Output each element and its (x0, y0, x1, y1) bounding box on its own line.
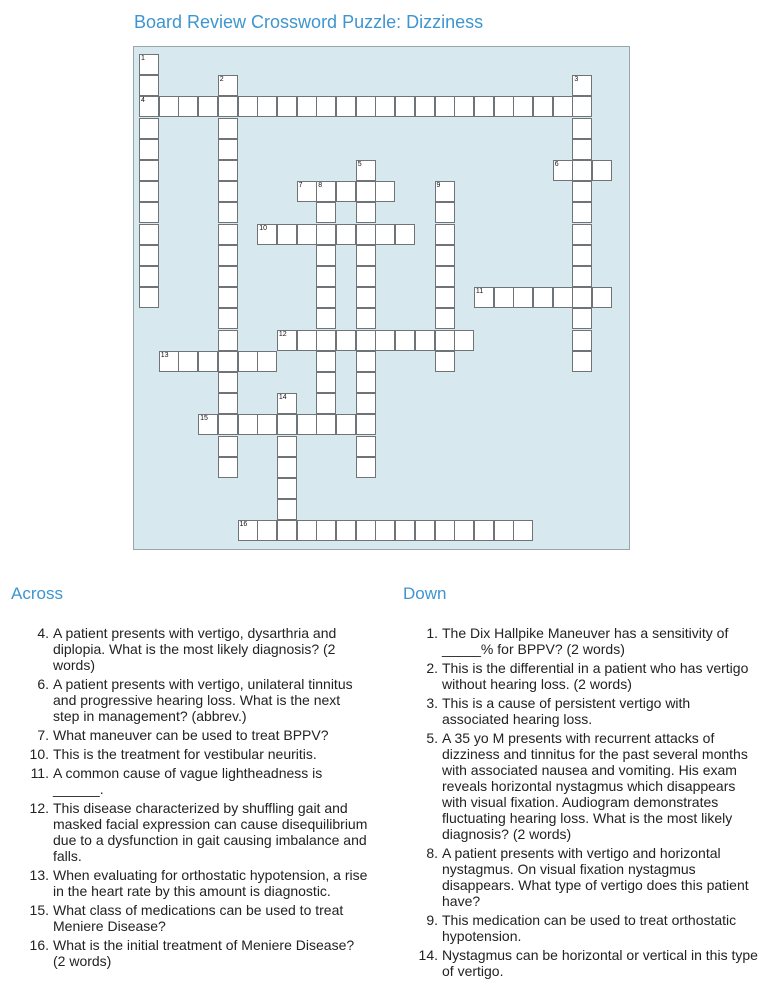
crossword-cell[interactable] (435, 351, 455, 372)
crossword-cell[interactable] (474, 520, 494, 541)
crossword-cell[interactable] (572, 266, 592, 287)
crossword-cell[interactable] (238, 351, 258, 372)
crossword-cell[interactable] (316, 414, 336, 435)
crossword-cell[interactable] (257, 96, 277, 117)
crossword-cell[interactable] (375, 96, 395, 117)
crossword-cell[interactable] (218, 139, 238, 160)
clue-number: 4. (37, 625, 49, 641)
crossword-cell[interactable] (277, 330, 297, 351)
crossword-cell[interactable] (316, 351, 336, 372)
crossword-cell[interactable] (218, 118, 238, 139)
crossword-cell[interactable] (218, 372, 238, 393)
crossword-cell[interactable] (297, 414, 317, 435)
clue-number: 5 (357, 161, 362, 168)
crossword-cell[interactable] (316, 393, 336, 414)
crossword-cell[interactable] (533, 287, 553, 308)
down-clue (414, 625, 760, 657)
across-clue (25, 902, 370, 934)
crossword-cell[interactable] (316, 96, 336, 117)
clue-number: 8 (318, 182, 323, 190)
crossword-cell[interactable] (356, 372, 376, 393)
crossword-grid (133, 46, 630, 550)
crossword-cell[interactable] (553, 96, 573, 117)
down-heading: Down (403, 584, 447, 603)
clue-text: A common cause of vague lightheadness is ______. (53, 765, 323, 797)
crossword-cell[interactable] (572, 224, 592, 245)
crossword-cell[interactable] (395, 224, 415, 245)
crossword-cell[interactable] (297, 224, 317, 245)
crossword-cell[interactable] (572, 118, 592, 139)
clue-number: 13. (29, 867, 49, 883)
crossword-cell[interactable] (553, 160, 573, 181)
down-clue (414, 695, 760, 727)
crossword-cell[interactable] (316, 202, 336, 223)
crossword-cell[interactable] (356, 224, 376, 245)
clue-number: 14. (418, 947, 438, 963)
crossword-cell[interactable] (454, 330, 474, 351)
crossword-cell[interactable] (474, 287, 494, 308)
crossword-cell[interactable] (218, 308, 238, 329)
crossword-cell[interactable] (572, 287, 592, 308)
crossword-cell[interactable] (218, 351, 238, 372)
crossword-cell[interactable] (297, 520, 317, 541)
crossword-cell[interactable] (139, 54, 159, 75)
crossword-cell[interactable] (375, 181, 395, 202)
crossword-cell[interactable] (494, 287, 514, 308)
crossword-cell[interactable] (159, 351, 179, 372)
crossword-cell[interactable] (435, 266, 455, 287)
crossword-cell[interactable] (139, 202, 159, 223)
clue-text: This medication can be used to treat orthostatic hypotension. (442, 912, 737, 944)
clue-number: 6. (37, 676, 49, 692)
crossword-cell[interactable] (218, 330, 238, 351)
crossword-cell[interactable] (277, 499, 297, 520)
crossword-cell[interactable] (277, 224, 297, 245)
crossword-cell[interactable] (572, 330, 592, 351)
crossword-cell[interactable] (513, 287, 533, 308)
clue-text: When evaluating for orthostatic hypotension, a rise in the heart rate by this amount is diagnostic. (53, 867, 368, 899)
clue-number: 2 (219, 76, 224, 84)
crossword-cell[interactable] (218, 266, 238, 287)
crossword-cell[interactable] (297, 181, 317, 202)
crossword-cell[interactable] (218, 160, 238, 181)
crossword-cell[interactable] (218, 436, 238, 457)
crossword-cell[interactable] (435, 287, 455, 308)
across-clue (25, 867, 370, 899)
crossword-cell[interactable] (395, 520, 415, 541)
clue-number: 7 (298, 182, 303, 190)
across-clue (25, 676, 370, 724)
clue-text: This is the differential in a patient who has vertigo without hearing loss. (2 words) (442, 660, 749, 692)
crossword-cell[interactable] (218, 287, 238, 308)
crossword-cell[interactable] (356, 520, 376, 541)
clue-text: A patient presents with vertigo and horizontal nystagmus. On visual fixation nystagmus disappears. What type of vertigo does this patient have? (442, 845, 749, 909)
crossword-cell[interactable] (572, 245, 592, 266)
crossword-cell[interactable] (375, 520, 395, 541)
crossword-cell[interactable] (336, 96, 356, 117)
crossword-cell[interactable] (139, 139, 159, 160)
clue-number: 13 (160, 351, 169, 359)
crossword-cell[interactable] (513, 520, 533, 541)
crossword-cell[interactable] (533, 96, 553, 117)
crossword-cell[interactable] (572, 308, 592, 329)
clue-number: 10 (259, 224, 267, 232)
crossword-cell[interactable] (572, 139, 592, 160)
crossword-cell[interactable] (356, 330, 376, 351)
crossword-cell[interactable] (277, 520, 297, 541)
crossword-cell[interactable] (572, 351, 592, 372)
crossword-cell[interactable] (178, 96, 198, 117)
crossword-cell[interactable] (297, 330, 317, 351)
crossword-cell[interactable] (257, 224, 277, 245)
down-clue (414, 730, 760, 842)
crossword-cell[interactable] (336, 414, 356, 435)
crossword-cell[interactable] (277, 457, 297, 478)
crossword-cell[interactable] (572, 96, 592, 117)
clue-number: 2. (426, 660, 438, 676)
clue-number: 12. (29, 800, 49, 816)
crossword-cell[interactable] (454, 520, 474, 541)
crossword-cell[interactable] (356, 266, 376, 287)
crossword-cell[interactable] (277, 414, 297, 435)
clue-text: This is a cause of persistent vertigo with associated hearing loss. (442, 695, 691, 727)
across-clue (25, 800, 370, 864)
crossword-cell[interactable] (336, 520, 356, 541)
crossword-cell[interactable] (572, 202, 592, 223)
crossword-cell[interactable] (277, 436, 297, 457)
down-clue (414, 660, 760, 692)
crossword-cell[interactable] (356, 96, 376, 117)
crossword-cell[interactable] (592, 287, 612, 308)
crossword-cell[interactable] (218, 224, 238, 245)
crossword-cell[interactable] (494, 96, 514, 117)
crossword-cell[interactable] (375, 330, 395, 351)
crossword-cell[interactable] (139, 224, 159, 245)
down-clue (414, 912, 760, 944)
clue-text: The Dix Hallpike Maneuver has a sensitivity of _____% for BPPV? (2 words) (442, 625, 729, 657)
crossword-cell[interactable] (572, 181, 592, 202)
crossword-cell[interactable] (159, 96, 179, 117)
crossword-cell[interactable] (316, 287, 336, 308)
crossword-cell[interactable] (395, 96, 415, 117)
clue-number: 9. (426, 912, 438, 928)
across-clue (25, 746, 370, 762)
crossword-cell[interactable] (218, 393, 238, 414)
crossword-cell[interactable] (435, 308, 455, 329)
crossword-cell[interactable] (356, 181, 376, 202)
crossword-cell[interactable] (553, 287, 573, 308)
crossword-cell[interactable] (356, 351, 376, 372)
crossword-cell[interactable] (257, 414, 277, 435)
across-clue (25, 937, 370, 969)
crossword-cell[interactable] (572, 160, 592, 181)
crossword-cell[interactable] (375, 224, 395, 245)
crossword-cell[interactable] (277, 96, 297, 117)
crossword-cell[interactable] (316, 330, 336, 351)
clue-number: 4 (141, 97, 145, 105)
crossword-cell[interactable] (277, 478, 297, 499)
clue-text: This disease characterized by shuffling gait and masked facial expression can cause disequilibrium due to a dysfunction in gait causing imbalance and falls. (53, 800, 368, 864)
crossword-cell[interactable] (356, 393, 376, 414)
crossword-cell[interactable] (218, 202, 238, 223)
crossword-cell[interactable] (198, 351, 218, 372)
clue-number: 16 (239, 521, 248, 529)
clue-number: 3 (574, 76, 579, 84)
clue-number: 7. (37, 727, 49, 743)
clue-number: 11. (30, 765, 49, 781)
clue-number: 3. (426, 695, 438, 711)
crossword-cell[interactable] (356, 457, 376, 478)
crossword-cell[interactable] (395, 330, 415, 351)
crossword-cell[interactable] (257, 520, 277, 541)
crossword-cell[interactable] (435, 202, 455, 223)
crossword-cell[interactable] (139, 75, 159, 96)
across-clue (25, 765, 370, 797)
crossword-cell[interactable] (435, 181, 455, 202)
crossword-cell[interactable] (218, 181, 238, 202)
crossword-cell[interactable] (336, 224, 356, 245)
crossword-cell[interactable] (139, 96, 159, 117)
crossword-cell[interactable] (297, 96, 317, 117)
crossword-cell[interactable] (178, 351, 198, 372)
crossword-cell[interactable] (316, 181, 336, 202)
crossword-cell[interactable] (218, 96, 238, 117)
crossword-cell[interactable] (198, 96, 218, 117)
crossword-cell[interactable] (356, 414, 376, 435)
crossword-cell[interactable] (415, 96, 435, 117)
crossword-cell[interactable] (454, 96, 474, 117)
crossword-cell[interactable] (238, 520, 258, 541)
down-clue (414, 845, 760, 909)
clue-number: 1. (426, 625, 438, 641)
page-title: Board Review Crossword Puzzle: Dizziness (134, 12, 484, 32)
crossword-cell[interactable] (316, 308, 336, 329)
crossword-cell[interactable] (513, 96, 533, 117)
crossword-cell[interactable] (356, 245, 376, 266)
clue-text: A patient presents with vertigo, dysarthria and diplopia. What is the most likely diagnosis? (2 words) (53, 625, 337, 673)
clue-number: 11 (475, 288, 484, 296)
clue-number: 14 (278, 394, 287, 402)
crossword-cell[interactable] (218, 75, 238, 96)
crossword-cell[interactable] (277, 393, 297, 414)
clue-number: 12 (278, 330, 287, 338)
crossword-cell[interactable] (356, 436, 376, 457)
crossword-cell[interactable] (238, 414, 258, 435)
clue-number: 9 (436, 182, 441, 190)
clue-text: What class of medications can be used to treat Meniere Disease? (53, 902, 344, 934)
crossword-cell[interactable] (139, 181, 159, 202)
crossword-cell[interactable] (257, 351, 277, 372)
crossword-cell[interactable] (316, 372, 336, 393)
clue-text: Nystagmus can be horizontal or vertical in this type of vertigo. (442, 947, 758, 979)
clue-number: 16. (29, 937, 49, 953)
crossword-cell[interactable] (218, 245, 238, 266)
crossword-cell[interactable] (356, 202, 376, 223)
crossword-cell[interactable] (139, 160, 159, 181)
crossword-cell[interactable] (316, 224, 336, 245)
clue-text: What maneuver can be used to treat BPPV? (53, 727, 329, 743)
down-clue (414, 947, 760, 979)
crossword-cell[interactable] (238, 96, 258, 117)
crossword-cell[interactable] (592, 160, 612, 181)
clue-text: A 35 yo M presents with recurrent attacks of dizziness and tinnitus for the past several months with associated nausea and vomiting. His exam reveals horizontal nystagmus which disappears with visual fixation. Audiogram demonstrates fluctuating hearing loss. What is the most likely diagnosis? (2 words) (442, 730, 748, 842)
crossword-cell[interactable] (435, 245, 455, 266)
crossword-cell[interactable] (218, 414, 238, 435)
crossword-cell[interactable] (316, 245, 336, 266)
crossword-cell[interactable] (139, 118, 159, 139)
clue-text: A patient presents with vertigo, unilateral tinnitus and progressive hearing loss. What is the next step in management? (abbrev.) (53, 676, 353, 724)
crossword-cell[interactable] (336, 330, 356, 351)
crossword-cell[interactable] (435, 96, 455, 117)
clue-text: This is the treatment for vestibular neuritis. (53, 746, 317, 762)
clue-number: 6 (554, 161, 559, 168)
crossword-cell[interactable] (316, 520, 336, 541)
clue-number: 1 (141, 55, 145, 62)
crossword-cell[interactable] (336, 181, 356, 202)
crossword-cell[interactable] (474, 96, 494, 117)
crossword-cell[interactable] (139, 287, 159, 308)
down-clue-list (414, 625, 760, 982)
crossword-cell[interactable] (198, 414, 218, 435)
crossword-cell[interactable] (356, 160, 376, 181)
across-clue-list (25, 625, 370, 972)
clue-number: 8. (426, 845, 438, 861)
crossword-cell[interactable] (435, 520, 455, 541)
clue-number: 15. (29, 902, 49, 918)
crossword-cell[interactable] (356, 287, 376, 308)
crossword-cell[interactable] (415, 520, 435, 541)
crossword-cell[interactable] (139, 245, 159, 266)
clue-number: 10. (29, 746, 49, 762)
across-heading: Across (11, 584, 63, 603)
across-clue (25, 727, 370, 743)
crossword-cell[interactable] (356, 308, 376, 329)
crossword-cell[interactable] (415, 330, 435, 351)
crossword-cell[interactable] (572, 75, 592, 96)
crossword-cell[interactable] (218, 457, 238, 478)
crossword-cell[interactable] (494, 520, 514, 541)
crossword-cell[interactable] (139, 266, 159, 287)
crossword-cell[interactable] (435, 330, 455, 351)
crossword-cell[interactable] (435, 224, 455, 245)
crossword-cell[interactable] (316, 266, 336, 287)
clue-text: What is the initial treatment of Meniere Disease? (2 words) (53, 937, 355, 969)
clue-number: 15 (200, 415, 208, 423)
clue-number: 5. (426, 730, 438, 746)
across-clue (25, 625, 370, 673)
